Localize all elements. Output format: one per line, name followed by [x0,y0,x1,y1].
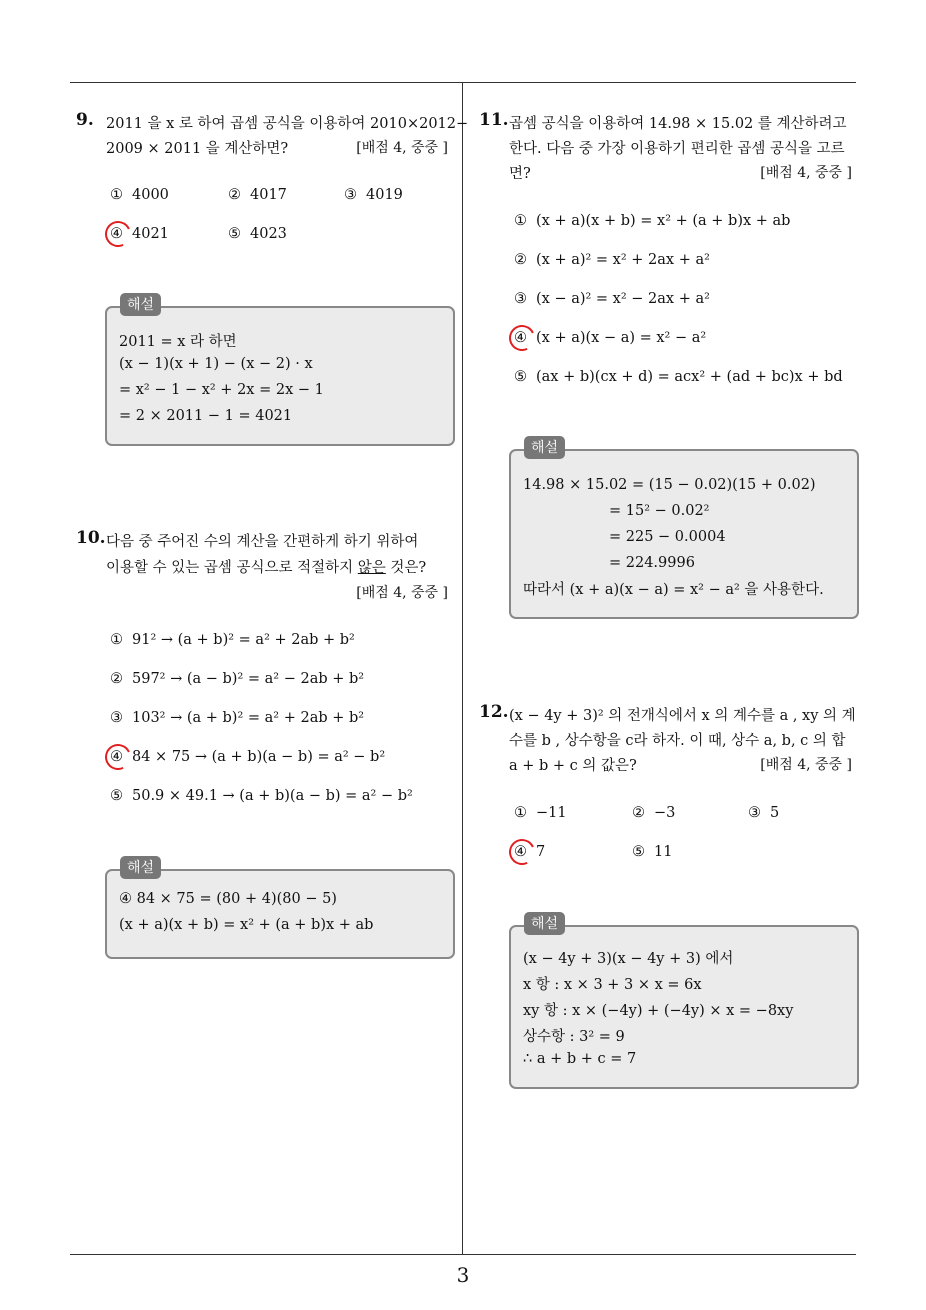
score-difficulty: [배점 4, 중중 ] [356,585,448,601]
solution-line: (x + a)(x + b) = x² + (a + b)x + ab [119,917,374,933]
bottom-rule [70,1254,856,1255]
solution-line: 상수항 : 3² = 9 [523,1029,625,1045]
option-5[interactable]: ⑤ 50.9 × 49.1 → (a + b)(a − b) = a² − b² [110,788,413,804]
option-2[interactable]: ② −3 [632,805,676,821]
question-text-line-1: 다음 중 주어진 수의 계산을 간편하게 하기 위하여 [106,534,419,550]
solution-line: x 항 : x × 3 + 3 × x = 6x [523,977,702,993]
answer-mark-circle [505,835,538,868]
solution-line: xy 항 : x × (−4y) + (−4y) × x = −8xy [523,1003,794,1019]
solution-box [509,449,859,619]
solution-line: = 15² − 0.02² [609,503,710,519]
solution-line: = 2 × 2011 − 1 = 4021 [119,408,293,424]
option-5[interactable]: ⑤ 4023 [228,226,287,242]
solution-line: = 225 − 0.0004 [609,529,726,545]
option-2[interactable]: ② 597² → (a − b)² = a² − 2ab + b² [110,671,365,687]
solution-box [105,306,455,446]
question-text-line-1: (x − 4y + 3)² 의 전개식에서 x 의 계수를 a , xy 의 계 [509,708,856,724]
option-5[interactable]: ⑤ (ax + b)(cx + d) = acx² + (ad + bc)x + bd [514,369,843,385]
solution-label: 해설 [524,436,565,459]
option-2[interactable]: ② (x + a)² = x² + 2ax + a² [514,252,710,268]
solution-label: 해설 [120,293,161,316]
question-number: 9. [76,110,94,130]
option-1[interactable]: ① 4000 [110,187,169,203]
option-2[interactable]: ② 4017 [228,187,287,203]
question-number: 11. [479,110,509,130]
question-text-line-2: 수를 b , 상수항을 c라 하자. 이 때, 상수 a, b, c 의 합 [509,733,846,749]
solution-box [105,869,455,959]
solution-label: 해설 [120,856,161,879]
answer-mark-circle [505,321,538,354]
score-difficulty: [배점 4, 중중 ] [760,757,852,773]
solution-line: ∴ a + b + c = 7 [523,1051,637,1067]
option-1[interactable]: ① −11 [514,805,567,821]
score-difficulty: [배점 4, 중중 ] [356,140,448,156]
solution-line: 2011 = x 라 하면 [119,334,237,350]
solution-line: 14.98 × 15.02 = (15 − 0.02)(15 + 0.02) [523,477,816,493]
option-1[interactable]: ① (x + a)(x + b) = x² + (a + b)x + ab [514,213,791,229]
question-text-line-2: 한다. 다음 중 가장 이용하기 편리한 곱셈 공식을 고르 [509,141,845,157]
top-rule [70,82,856,83]
question-text-line-3: 면? [509,166,531,182]
option-4[interactable]: ④ (x + a)(x − a) = x² − a² [514,330,707,346]
page-number: 3 [456,1263,470,1287]
solution-line: ④ 84 × 75 = (80 + 4)(80 − 5) [119,891,337,907]
option-3[interactable]: ③ 103² → (a + b)² = a² + 2ab + b² [110,710,365,726]
option-4[interactable]: ④ 7 [514,844,546,860]
option-3[interactable]: ③ 4019 [344,187,403,203]
solution-line: = 224.9996 [609,555,695,571]
solution-label: 해설 [524,912,565,935]
column-divider [462,83,463,1255]
option-5[interactable]: ⑤ 11 [632,844,673,860]
solution-line: (x − 4y + 3)(x − 4y + 3) 에서 [523,951,734,967]
question-text-line-3: a + b + c 의 값은? [509,758,637,774]
solution-line: (x − 1)(x + 1) − (x − 2) · x [119,356,313,372]
option-3[interactable]: ③ (x − a)² = x² − 2ax + a² [514,291,710,307]
solution-line: = x² − 1 − x² + 2x = 2x − 1 [119,382,324,398]
question-text-line-2: 2009 × 2011 을 계산하면? [106,141,289,157]
question-text-line-1: 곱셈 공식을 이용하여 14.98 × 15.02 를 계산하려고 [509,116,847,132]
option-1[interactable]: ① 91² → (a + b)² = a² + 2ab + b² [110,632,355,648]
score-difficulty: [배점 4, 중중 ] [760,165,852,181]
option-3[interactable]: ③ 5 [748,805,780,821]
question-text-line-1: 2011 을 x 로 하여 곱셈 공식을 이용하여 2010×2012− [106,116,469,132]
question-number: 10. [76,528,106,548]
solution-line: 따라서 (x + a)(x − a) = x² − a² 을 사용한다. [523,582,824,598]
question-text-line-2: 이용할 수 있는 곱셈 공식으로 적절하지 않은 것은? [106,560,427,576]
option-4[interactable]: ④ 84 × 75 → (a + b)(a − b) = a² − b² [110,749,386,765]
answer-mark-circle [101,740,134,773]
answer-mark-circle [101,217,134,250]
question-number: 12. [479,702,509,722]
option-4[interactable]: ④ 4021 [110,226,169,242]
solution-box [509,925,859,1089]
